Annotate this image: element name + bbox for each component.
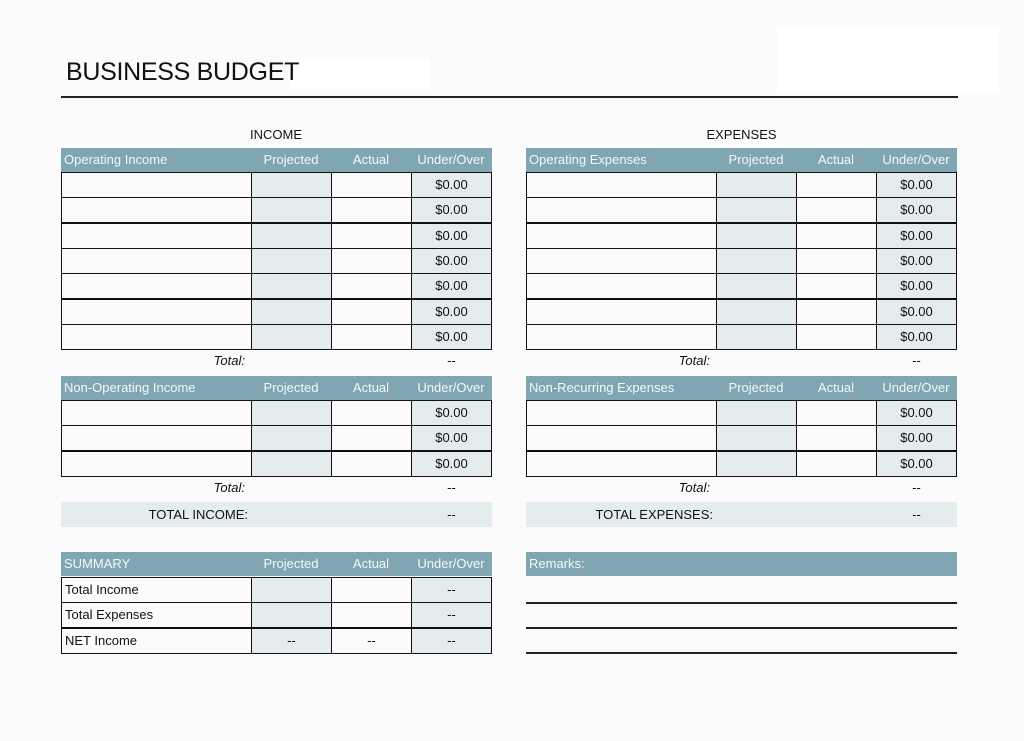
expenses-non-operating-row-name-cell[interactable] bbox=[526, 425, 717, 451]
expenses-operating-row-under-over-cell: $0.00 bbox=[876, 197, 957, 223]
income-non-operating-total-value: -- bbox=[447, 479, 456, 495]
income-grand-total bbox=[61, 502, 492, 527]
income-grand-total-label: TOTAL INCOME: bbox=[148, 507, 248, 522]
income-operating-row-actual-cell[interactable] bbox=[331, 299, 412, 325]
expenses-non-operating-row-name-cell[interactable] bbox=[526, 451, 717, 477]
income-operating-row-actual-cell[interactable] bbox=[331, 172, 412, 198]
expenses-non-operating-col-under-over: Under/Over bbox=[882, 380, 950, 395]
income-operating-row-projected-cell[interactable] bbox=[251, 299, 332, 325]
income-non-operating-col-actual: Actual bbox=[352, 380, 390, 395]
expenses-operating-row-under-over-cell: $0.00 bbox=[876, 172, 957, 198]
expenses-non-operating-row-name-cell[interactable] bbox=[526, 400, 717, 426]
expenses-operating-row-under-over-cell: $0.00 bbox=[876, 223, 957, 249]
expenses-non-operating-row-actual-cell[interactable] bbox=[796, 425, 877, 451]
summary-row-actual-cell[interactable] bbox=[331, 602, 412, 628]
income-non-operating-row-under-over-cell: $0.00 bbox=[411, 400, 492, 426]
summary-row-under-over-cell: -- bbox=[411, 628, 492, 654]
logo-placeholder bbox=[778, 28, 998, 92]
expenses-grand-total-label: TOTAL EXPENSES: bbox=[595, 507, 713, 522]
expenses-operating-col-projected: Projected bbox=[728, 152, 784, 167]
summary-row-name-cell[interactable]: Total Income bbox=[61, 577, 252, 603]
title-divider bbox=[61, 96, 958, 98]
expenses-non-operating-row-under-over-cell: $0.00 bbox=[876, 400, 957, 426]
income-operating-row-name-cell[interactable] bbox=[61, 223, 252, 249]
expenses-operating-row-projected-cell[interactable] bbox=[716, 223, 797, 249]
expenses-operating-row-name-cell[interactable] bbox=[526, 273, 717, 299]
income-operating-row-name-cell[interactable] bbox=[61, 172, 252, 198]
income-operating-row-projected-cell[interactable] bbox=[251, 172, 332, 198]
summary-header bbox=[61, 552, 492, 576]
expenses-operating-row-under-over-cell: $0.00 bbox=[876, 273, 957, 299]
income-grand-total-value: -- bbox=[447, 507, 456, 522]
income-operating-row-actual-cell[interactable] bbox=[331, 223, 412, 249]
expenses-non-operating-row-projected-cell[interactable] bbox=[716, 425, 797, 451]
summary-col-actual: Actual bbox=[352, 556, 390, 571]
expenses-operating-row-projected-cell[interactable] bbox=[716, 299, 797, 325]
income-operating-col-actual: Actual bbox=[352, 152, 390, 167]
income-non-operating-row-under-over-cell: $0.00 bbox=[411, 451, 492, 477]
income-non-operating-col-under-over: Under/Over bbox=[417, 380, 485, 395]
income-operating-row-projected-cell[interactable] bbox=[251, 223, 332, 249]
income-operating-header bbox=[61, 148, 492, 172]
income-heading: INCOME bbox=[250, 127, 302, 142]
summary-row-name-cell[interactable]: Total Expenses bbox=[61, 602, 252, 628]
summary-col-under-over: Under/Over bbox=[417, 556, 485, 571]
expenses-operating-row-name-cell[interactable] bbox=[526, 324, 717, 350]
remarks-line[interactable] bbox=[526, 652, 957, 654]
expenses-non-operating-col-projected: Projected bbox=[728, 380, 784, 395]
expenses-operating-total-value: -- bbox=[912, 353, 921, 369]
expenses-non-operating-row-under-over-cell: $0.00 bbox=[876, 425, 957, 451]
expenses-operating-row-projected-cell[interactable] bbox=[716, 324, 797, 350]
income-non-operating-row-actual-cell[interactable] bbox=[331, 425, 412, 451]
income-operating-row-under-over-cell: $0.00 bbox=[411, 248, 492, 274]
title-blank-area bbox=[290, 58, 430, 90]
income-operating-row-under-over-cell: $0.00 bbox=[411, 324, 492, 350]
expenses-operating-row-name-cell[interactable] bbox=[526, 197, 717, 223]
remarks-line[interactable] bbox=[526, 602, 957, 604]
expenses-operating-row-under-over-cell: $0.00 bbox=[876, 299, 957, 325]
income-operating-col-under-over: Under/Over bbox=[417, 152, 485, 167]
income-operating-row-name-cell[interactable] bbox=[61, 197, 252, 223]
income-operating-row-under-over-cell: $0.00 bbox=[411, 197, 492, 223]
income-operating-total-value: -- bbox=[447, 353, 456, 369]
expenses-operating-row-actual-cell[interactable] bbox=[796, 172, 877, 198]
expenses-operating-row-under-over-cell: $0.00 bbox=[876, 324, 957, 350]
income-operating-row-projected-cell[interactable] bbox=[251, 248, 332, 274]
summary-row-under-over-cell: -- bbox=[411, 602, 492, 628]
income-operating-row-projected-cell[interactable] bbox=[251, 197, 332, 223]
page-title: BUSINESS BUDGET bbox=[66, 58, 300, 86]
income-non-operating-header bbox=[61, 376, 492, 400]
expenses-non-operating-header bbox=[526, 376, 957, 400]
income-operating-row-name-cell[interactable] bbox=[61, 324, 252, 350]
expenses-operating-row-name-cell[interactable] bbox=[526, 172, 717, 198]
income-operating-row-under-over-cell: $0.00 bbox=[411, 299, 492, 325]
expenses-non-operating-total-value: -- bbox=[912, 479, 921, 495]
expenses-non-operating-row-actual-cell[interactable] bbox=[796, 451, 877, 477]
income-operating-row-under-over-cell: $0.00 bbox=[411, 223, 492, 249]
income-non-operating-row-name-cell[interactable] bbox=[61, 451, 252, 477]
expenses-operating-total-label: Total: bbox=[678, 353, 710, 369]
remarks-header bbox=[526, 552, 957, 576]
expenses-non-operating-row-projected-cell[interactable] bbox=[716, 451, 797, 477]
expenses-operating-row-name-cell[interactable] bbox=[526, 223, 717, 249]
expenses-operating-row-projected-cell[interactable] bbox=[716, 172, 797, 198]
expenses-operating-row-projected-cell[interactable] bbox=[716, 273, 797, 299]
expenses-operating-row-name-cell[interactable] bbox=[526, 299, 717, 325]
expenses-operating-row-under-over-cell: $0.00 bbox=[876, 248, 957, 274]
expenses-non-operating-row-actual-cell[interactable] bbox=[796, 400, 877, 426]
expenses-operating-row-actual-cell[interactable] bbox=[796, 299, 877, 325]
expenses-operating-row-actual-cell[interactable] bbox=[796, 248, 877, 274]
income-non-operating-col-projected: Projected bbox=[263, 380, 319, 395]
income-non-operating-row-name-cell[interactable] bbox=[61, 425, 252, 451]
income-operating-row-projected-cell[interactable] bbox=[251, 324, 332, 350]
expenses-operating-row-projected-cell[interactable] bbox=[716, 248, 797, 274]
expenses-operating-col-name: Operating Expenses bbox=[529, 152, 647, 167]
income-non-operating-row-name-cell[interactable] bbox=[61, 400, 252, 426]
expenses-operating-col-under-over: Under/Over bbox=[882, 152, 950, 167]
expenses-operating-col-actual: Actual bbox=[817, 152, 855, 167]
income-operating-row-actual-cell[interactable] bbox=[331, 273, 412, 299]
expenses-grand-total-value: -- bbox=[912, 507, 921, 522]
remarks-line[interactable] bbox=[526, 627, 957, 629]
income-non-operating-row-actual-cell[interactable] bbox=[331, 451, 412, 477]
income-operating-row-name-cell[interactable] bbox=[61, 299, 252, 325]
summary-row-actual-cell[interactable]: -- bbox=[331, 628, 412, 654]
expenses-non-operating-row-projected-cell[interactable] bbox=[716, 400, 797, 426]
summary-col-projected: Projected bbox=[263, 556, 319, 571]
summary-row-actual-cell[interactable] bbox=[331, 577, 412, 603]
expenses-operating-row-actual-cell[interactable] bbox=[796, 223, 877, 249]
expenses-operating-header bbox=[526, 148, 957, 172]
expenses-heading: EXPENSES bbox=[706, 127, 777, 142]
income-operating-col-projected: Projected bbox=[263, 152, 319, 167]
income-operating-row-actual-cell[interactable] bbox=[331, 248, 412, 274]
expenses-non-operating-row-under-over-cell: $0.00 bbox=[876, 451, 957, 477]
expenses-non-operating-col-name: Non-Recurring Expenses bbox=[529, 380, 675, 395]
expenses-grand-total bbox=[526, 502, 957, 527]
income-operating-row-under-over-cell: $0.00 bbox=[411, 273, 492, 299]
income-non-operating-row-actual-cell[interactable] bbox=[331, 400, 412, 426]
summary-row-projected-cell[interactable] bbox=[251, 577, 332, 603]
summary-col-name: SUMMARY bbox=[64, 556, 131, 571]
income-operating-row-actual-cell[interactable] bbox=[331, 197, 412, 223]
expenses-operating-row-actual-cell[interactable] bbox=[796, 273, 877, 299]
income-non-operating-col-name: Non-Operating Income bbox=[64, 380, 196, 395]
income-operating-col-name: Operating Income bbox=[64, 152, 168, 167]
summary-row-under-over-cell: -- bbox=[411, 577, 492, 603]
summary-row-projected-cell[interactable] bbox=[251, 602, 332, 628]
income-operating-row-name-cell[interactable] bbox=[61, 248, 252, 274]
expenses-non-operating-total-label: Total: bbox=[678, 479, 710, 495]
income-non-operating-total-label: Total: bbox=[213, 479, 245, 495]
income-non-operating-row-under-over-cell: $0.00 bbox=[411, 425, 492, 451]
income-non-operating-row-projected-cell[interactable] bbox=[251, 400, 332, 426]
expenses-operating-row-name-cell[interactable] bbox=[526, 248, 717, 274]
expenses-operating-row-projected-cell[interactable] bbox=[716, 197, 797, 223]
income-non-operating-row-projected-cell[interactable] bbox=[251, 425, 332, 451]
income-operating-total-label: Total: bbox=[213, 353, 245, 369]
summary-row-name-cell[interactable]: NET Income bbox=[61, 628, 252, 654]
remarks-label: Remarks: bbox=[529, 556, 585, 571]
income-non-operating-row-projected-cell[interactable] bbox=[251, 451, 332, 477]
income-operating-row-actual-cell[interactable] bbox=[331, 324, 412, 350]
expenses-non-operating-col-actual: Actual bbox=[817, 380, 855, 395]
expenses-operating-row-actual-cell[interactable] bbox=[796, 197, 877, 223]
income-operating-row-name-cell[interactable] bbox=[61, 273, 252, 299]
summary-row-projected-cell[interactable]: -- bbox=[251, 628, 332, 654]
income-operating-row-projected-cell[interactable] bbox=[251, 273, 332, 299]
expenses-operating-row-actual-cell[interactable] bbox=[796, 324, 877, 350]
income-operating-row-under-over-cell: $0.00 bbox=[411, 172, 492, 198]
